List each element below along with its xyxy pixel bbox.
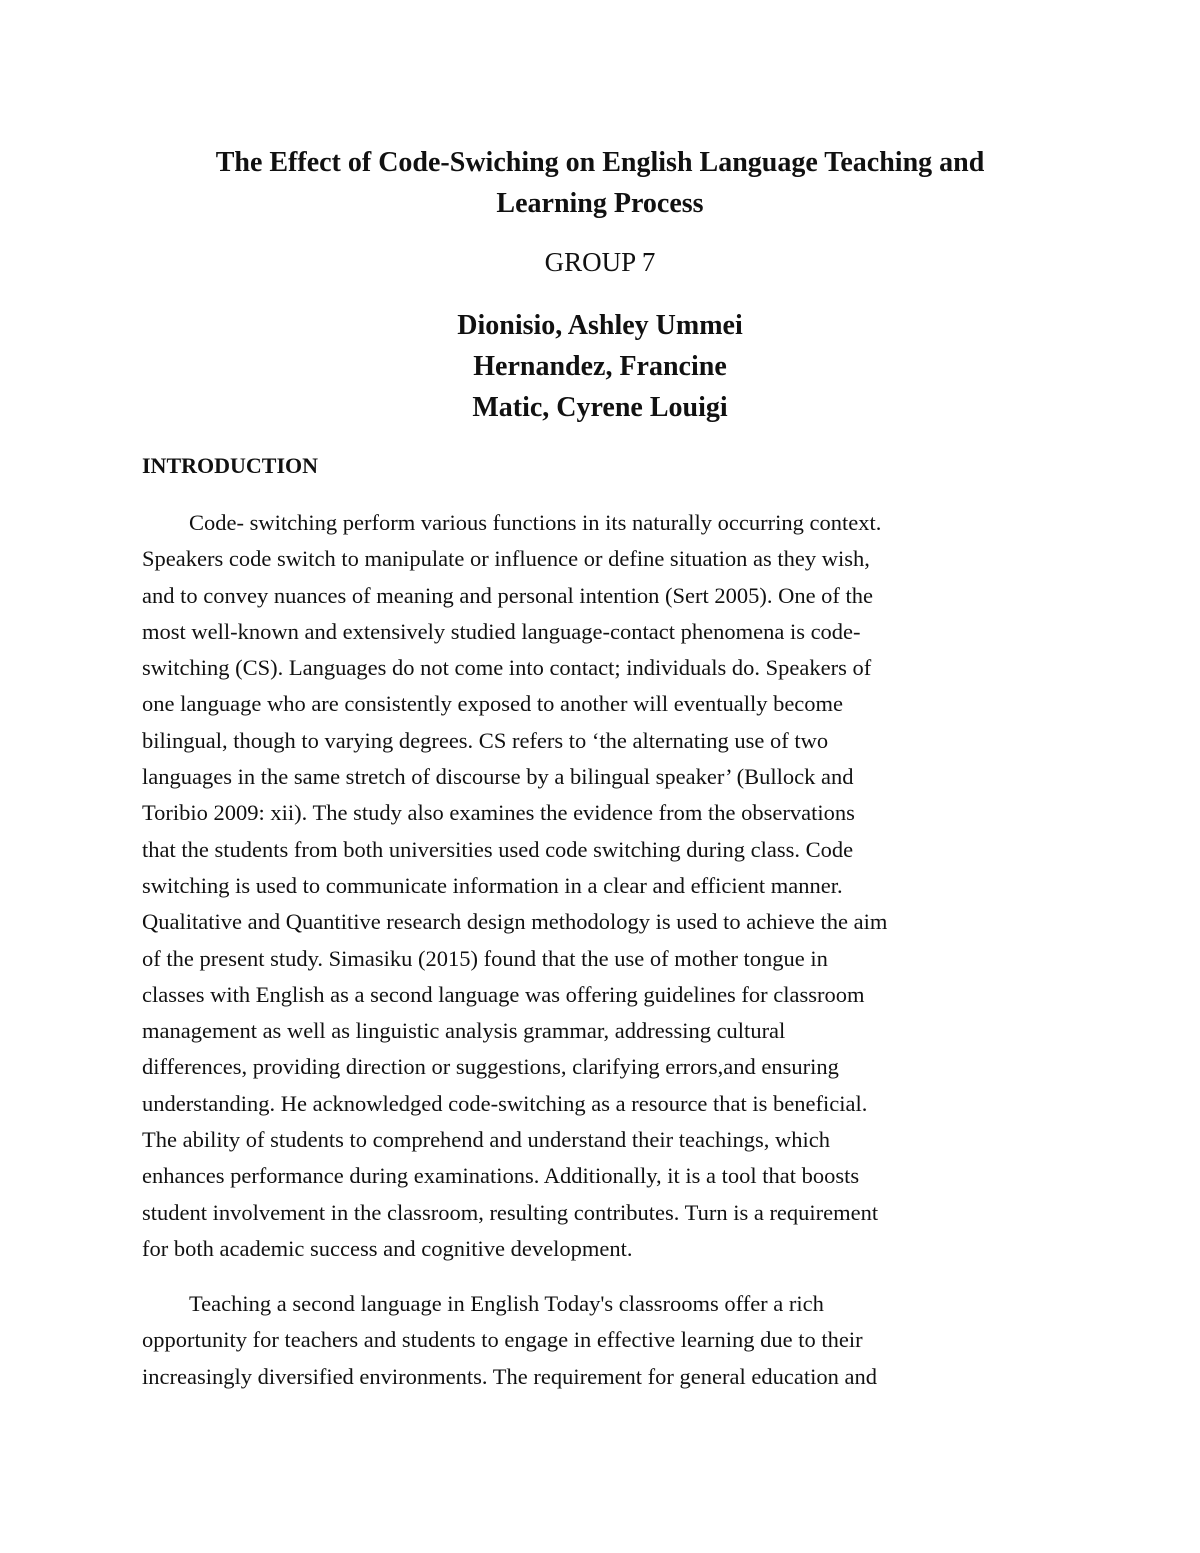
group-label: GROUP 7 bbox=[544, 247, 656, 277]
paragraph-line: differences, providing direction or suggestions, clarifying errors,and ensuring bbox=[142, 1054, 839, 1080]
paragraph-line: Code- switching perform various functions in its naturally occurring context. bbox=[189, 510, 882, 535]
introduction-paragraph-1 bbox=[142, 505, 1072, 1267]
paragraph-line: enhances performance during examinations. Additionally, it is a tool that boosts bbox=[142, 1163, 860, 1189]
document-title bbox=[100, 142, 1100, 224]
paragraph-line: Teaching a second language in English Today's classrooms offer a rich bbox=[189, 1291, 824, 1316]
author-name: Matic, Cyrene Louigi bbox=[472, 392, 728, 423]
paragraph-line: classes with English as a second language was offering guidelines for classroom bbox=[142, 981, 865, 1007]
paragraph-line: Speakers code switch to manipulate or influence or define situation as they wish, bbox=[142, 546, 870, 572]
paragraph-line: understanding. He acknowledged code-switching as a resource that is beneficial. bbox=[142, 1090, 868, 1116]
paragraph-line: switching is used to communicate information in a clear and efficient manner. bbox=[142, 872, 843, 898]
author-name: Hernandez, Francine bbox=[473, 351, 727, 382]
paragraph-line: for both academic success and cognitive development. bbox=[142, 1235, 633, 1261]
title-line: Learning Process bbox=[496, 188, 704, 219]
author-list bbox=[100, 305, 1100, 428]
paragraph-line: switching (CS). Languages do not come into contact; individuals do. Speakers of bbox=[142, 655, 872, 681]
paragraph-line: The ability of students to comprehend and understand their teachings, which bbox=[142, 1127, 830, 1153]
section-heading: INTRODUCTION bbox=[142, 453, 319, 478]
paragraph-line: that the students from both universities used code switching during class. Code bbox=[142, 836, 854, 862]
paragraph-line: student involvement in the classroom, resulting contributes. Turn is a requirement bbox=[142, 1199, 879, 1225]
paragraph-line: of the present study. Simasiku (2015) found that the use of mother tongue in bbox=[142, 945, 828, 971]
title-line: The Effect of Code-Swiching on English Language Teaching and bbox=[215, 147, 985, 178]
introduction-paragraph-2 bbox=[142, 1286, 1072, 1395]
paragraph-line: bilingual, though to varying degrees. CS refers to ‘the alternating use of two bbox=[142, 727, 829, 753]
paragraph-line: and to convey nuances of meaning and personal intention (Sert 2005). One of the bbox=[142, 582, 874, 608]
paragraph-line: most well-known and extensively studied language-contact phenomena is code- bbox=[142, 618, 861, 644]
author-name: Dionisio, Ashley Ummei bbox=[457, 310, 743, 341]
paragraph-line: Qualitative and Quantitive research design methodology is used to achieve the aim bbox=[142, 909, 888, 935]
paragraph-line: languages in the same stretch of discourse by a bilingual speaker’ (Bullock and bbox=[142, 764, 854, 790]
paragraph-line: Toribio 2009: xii). The study also examines the evidence from the observations bbox=[142, 800, 855, 826]
paragraph-line: increasingly diversified environments. The requirement for general education and bbox=[142, 1363, 877, 1389]
paragraph-line: opportunity for teachers and students to engage in effective learning due to their bbox=[142, 1327, 863, 1353]
paragraph-line: management as well as linguistic analysis grammar, addressing cultural bbox=[142, 1018, 786, 1044]
paragraph-line: one language who are consistently exposed to another will eventually become bbox=[142, 691, 844, 717]
